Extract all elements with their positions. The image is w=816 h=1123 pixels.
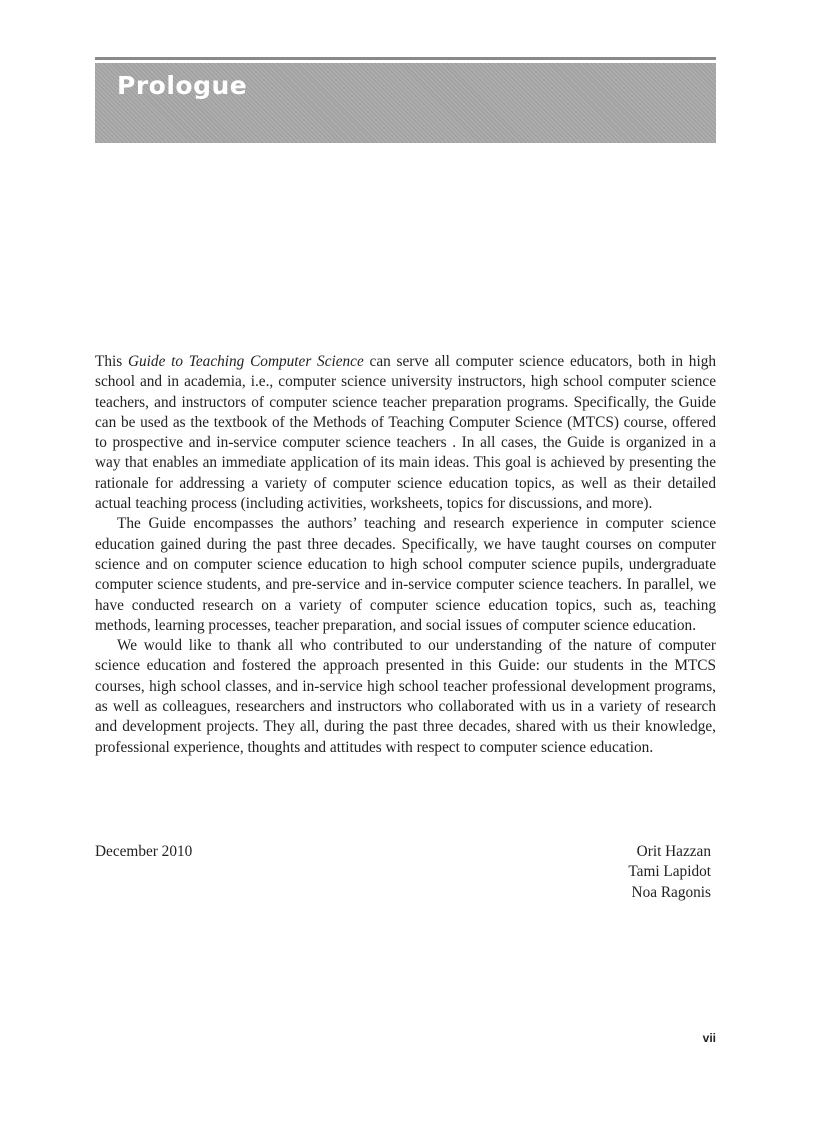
paragraph-3: We would like to thank all who contributed to our understanding of the nature of computer science education and fostered the approach presented in this Guide: our students in the MTCS courses, high school classes, and in-service high school teacher professional development programs, as well as colleagues, researchers and instructors who collaborated with us in a variety of research and development projects. They all, during the past three decades, shared with us their knowledge, professional experience, thoughts and attitudes with respect to computer science education.	[95, 637, 716, 756]
paragraph-1-lead: This	[95, 353, 128, 370]
paragraph-1	[95, 352, 716, 514]
paragraph-1-rest: can serve all computer science educators, both in high school and in academia, i.e., computer science university instructors, high school computer science teachers, and instructors of computer science teacher preparation programs. Specifically, the Guide can be used as the textbook of the Methods of Teaching Computer Science (MTCS) course, offered to prospective and in-service computer science teachers . In all cases, the Guide is organized in a way that enables an immediate application of its main ideas. This goal is achieved by presenting the rationale for addressing a variety of computer science education topics, as well as their detailed actual teaching process (including activities, worksheets, topics for discussions, and more).	[95, 353, 716, 513]
date: December 2010	[95, 843, 193, 860]
paragraph-2: The Guide encompasses the authors’ teaching and research experience in computer science education gained during the past three decades. Specifically, we have taught courses on computer science and on computer science education to high school computer science pupils, undergraduate computer science students, and pre-service and in-service computer science teachers. In parallel, we have conducted research on a variety of computer science education topics, such as, teaching methods, learning processes, teacher preparation, and social issues of computer science education.	[95, 515, 716, 634]
author-name: Noa Ragonis	[631, 883, 711, 901]
body-text	[95, 352, 716, 758]
chapter-banner	[95, 63, 716, 143]
book-title: Guide to Teaching Computer Science	[127, 353, 364, 370]
header-rule	[95, 57, 716, 60]
author-name: Tami Lapidot	[628, 863, 711, 881]
author-name: Orit Hazzan	[636, 843, 711, 860]
page-title: Prologue	[117, 71, 248, 100]
author-list	[628, 842, 711, 903]
page-number: vii	[702, 1031, 716, 1045]
